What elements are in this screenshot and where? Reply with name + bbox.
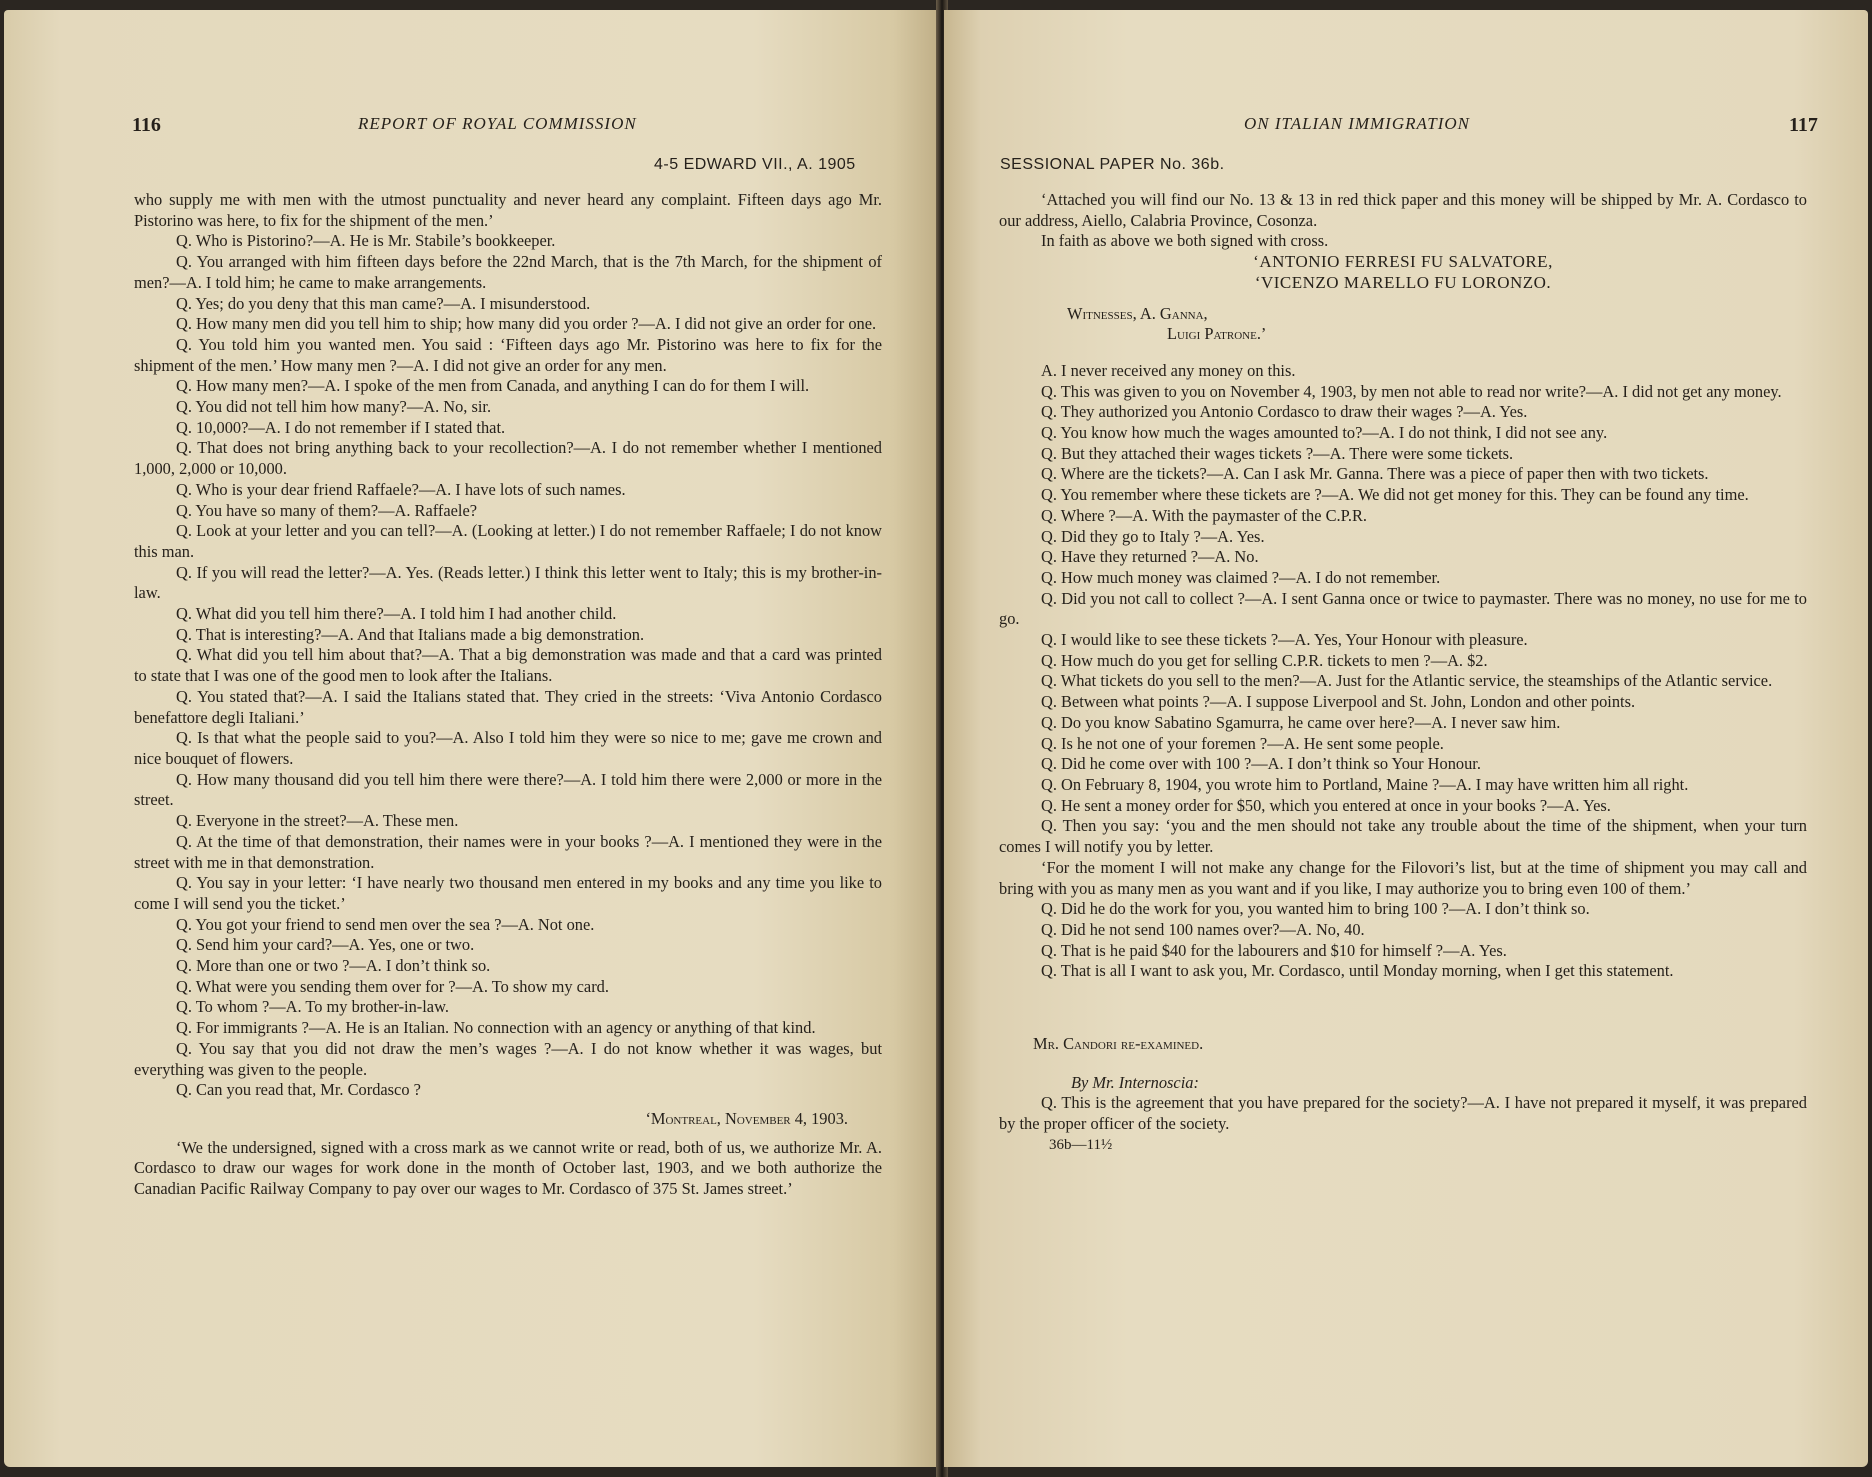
paragraph: Q. If you will read the letter?—A. Yes. (Reads letter.) I think this letter went to Italy; this is my brother-in-law.	[134, 562, 882, 603]
paragraph: Q. You stated that?—A. I said the Italians stated that. They cried in the streets: ‘Viva Antonio Cordasco benefattore degli Italiani.’	[134, 686, 882, 727]
right-page	[944, 10, 1868, 1467]
paragraph: Q. At the time of that demonstration, their names were in your books ?—A. I mentioned they were in the street with me in that demonstration.	[134, 831, 882, 872]
signatory: ‘ANTONIO FERRESI FU SALVATORE,	[1253, 252, 1553, 272]
paragraph: Q. That is he paid $40 for the labourers and $10 for himself ?—A. Yes.	[1041, 940, 1507, 960]
paragraph: A. I never received any money on this.	[1041, 360, 1296, 380]
paragraph: Q. What tickets do you sell to the men?—A. Just for the Atlantic service, the steamships of the Atlantic service.	[1041, 671, 1773, 691]
paragraph: Q. This is the agreement that you have prepared for the society?—A. I have not prepared it myself, it was prepared by the proper officer of the society.	[999, 1093, 1807, 1134]
paragraph: Q. Send him your card?—A. Yes, one or two.	[176, 935, 475, 955]
paragraph: Q. You say in your letter: ‘I have nearly two thousand men entered in my books and any time you like to come I will send you the ticket.’	[134, 873, 882, 913]
left-running-head: REPORT OF ROYAL COMMISSION	[358, 114, 637, 133]
paragraph: Q. Did he do the work for you, you wanted him to bring 100 ?—A. I don’t think so.	[1041, 899, 1590, 919]
paragraph: Q. Look at your letter and you can tell?—A. (Looking at letter.) I do not remember Raffaele; I do not know this man.	[134, 521, 882, 561]
paragraph: Q. I would like to see these tickets ?—A. Yes, Your Honour with pleasure.	[1041, 630, 1528, 650]
paragraph: Q. Did he not send 100 names over?—A. No, 40.	[1041, 919, 1365, 939]
paragraph: Q. You got your friend to send men over the sea ?—A. Not one.	[176, 914, 595, 934]
signatory: ‘VICENZO MARELLO FU LORONZO.	[1254, 272, 1552, 292]
right-running-head: ON ITALIAN IMMIGRATION	[1244, 114, 1470, 133]
paragraph: Q. You did not tell him how many?—A. No, sir.	[176, 397, 492, 417]
paragraph: Q. How many men did you tell him to ship; how many did you order ?—A. I did not give an order for one.	[176, 314, 877, 334]
left-page-number: 116	[132, 114, 161, 136]
paragraph: Q. Everyone in the street?—A. These men.	[176, 811, 459, 831]
letter-line: In faith as above we both signed with cross.	[1041, 231, 1329, 251]
witnesses: Luigi Patrone.’	[1167, 324, 1267, 344]
paragraph: Q. How many men?—A. I spoke of the men from Canada, and anything I can do for them I will.	[176, 376, 810, 396]
right-text-column	[999, 190, 1807, 1156]
paragraph: Q. What did you tell him there?—A. I told him I had another child.	[176, 604, 617, 624]
examiner-line: By Mr. Internoscia:	[1071, 1072, 1199, 1092]
left-session-label: 4-5 EDWARD VII., A. 1905	[654, 156, 856, 173]
paragraph: Q. You remember where these tickets are ?—A. We did not get money for this. They can be found any time.	[1041, 485, 1749, 505]
paragraph: Q. Where are the tickets?—A. Can I ask Mr. Ganna. There was a piece of paper then with two tickets.	[1041, 464, 1709, 484]
paragraph: Q. Where ?—A. With the paymaster of the C.P.R.	[1041, 505, 1368, 525]
paragraph: Q. You know how much the wages amounted to?—A. I do not think, I did not see any.	[1041, 423, 1608, 443]
paragraph: Q. Then you say: ‘you and the men should not take any trouble about the time of the shipment, when your turn comes I will notify you by letter.	[999, 816, 1807, 857]
paragraph: Q. This was given to you on November 4, 1903, by men not able to read nor write?—A. I did not get any money.	[1041, 381, 1782, 401]
paragraph: Q. That is all I want to ask you, Mr. Cordasco, until Monday morning, when I get this statement.	[1041, 961, 1674, 981]
paragraph: Q. You told him you wanted men. You said : ‘Fifteen days ago Mr. Pistorino was here to fix for the shipment of the men.’ How many men ?—A. I did not give an order for any men.	[134, 334, 882, 375]
paragraph: Q. You have so many of them?—A. Raffaele?	[176, 500, 478, 520]
paragraph: Q. That does not bring anything back to your recollection?—A. I do not remember whether I mentioned 1,000, 2,000 or 10,000.	[134, 438, 882, 479]
letter-dateline: ‘Montreal, November 4, 1903.	[645, 1108, 848, 1128]
paragraph: Q. 10,000?—A. I do not remember if I stated that.	[176, 417, 506, 437]
letter-paragraph: ‘We the undersigned, signed with a cross mark as we cannot write or read, both of us, we authorize Mr. A. Cordasco to draw our wages for work done in the month of October last, 1903, and we both authorize the Canadian Pacific Railway Company to pay over our wages to Mr. Cordasco of 375 St. James street.’	[134, 1137, 882, 1199]
paragraph: Q. Who is your dear friend Raffaele?—A. I have lots of such names.	[176, 479, 626, 499]
paragraph: Q. More than one or two ?—A. I don’t think so.	[176, 956, 491, 976]
paragraph: Q. How many thousand did you tell him there were there?—A. I told him there were 2,000 or more in the street.	[134, 769, 882, 810]
paragraph: Q. You arranged with him fifteen days before the 22nd March, that is the 7th March, for the shipment of men?—A. I told him; he came to make arrangements.	[134, 252, 882, 292]
paragraph: Q. Did they go to Italy ?—A. Yes.	[1041, 526, 1265, 546]
left-text-column	[134, 190, 882, 1200]
paragraph: Q. Did you not call to collect ?—A. I sent Ganna once or twice to paymaster. There was no money, no use for me to go.	[999, 588, 1807, 629]
paragraph: ‘For the moment I will not make any change for the Filovori’s list, but at the time of shipment you may call and bring with you as many men as you want and if you like, I may authorize you to bring even 100 of them.’	[999, 857, 1807, 898]
paragraph: Q. Did he come over with 100 ?—A. I don’t think so Your Honour.	[1041, 754, 1481, 774]
signature-mark: 36b—11½	[1049, 1136, 1113, 1153]
right-page-number: 117	[1789, 114, 1818, 136]
paragraph: Q. On February 8, 1904, you wrote him to Portland, Maine ?—A. I may have written him all right.	[1041, 774, 1689, 794]
paragraph: Q. Is he not one of your foremen ?—A. He sent some people.	[1041, 733, 1444, 753]
paragraph: Q. Who is Pistorino?—A. He is Mr. Stabile’s bookkeeper.	[176, 231, 556, 251]
paragraph: Q. He sent a money order for $50, which you entered at once in your books ?—A. Yes.	[1041, 795, 1611, 815]
right-session-label: SESSIONAL PAPER No. 36b.	[1000, 156, 1225, 173]
paragraph: Q. Is that what the people said to you?—A. Also I told him they were so nice to me; gave me crown and nice bouquet of flowers.	[134, 728, 882, 768]
paragraph: Q. You say that you did not draw the men’s wages ?—A. I do not know whether it was wages, but everything was given to the people.	[134, 1038, 882, 1079]
paragraph: Q. That is interesting?—A. And that Italians made a big demonstration.	[176, 624, 645, 644]
paragraph: Q. How much do you get for selling C.P.R. tickets to men ?—A. $2.	[1041, 650, 1488, 670]
left-page	[4, 10, 940, 1467]
witnesses: Witnesses, A. Ganna,	[1067, 303, 1208, 323]
paragraph: Q. Have they returned ?—A. No.	[1041, 547, 1259, 567]
paragraph: Q. Do you know Sabatino Sgamurra, he came over here?—A. I never saw him.	[1041, 712, 1561, 732]
paragraph: Q. To whom ?—A. To my brother-in-law.	[176, 997, 449, 1017]
paragraph: Q. But they attached their wages tickets ?—A. There were some tickets.	[1041, 443, 1514, 463]
witness-heading: Mr. Candori re-examined.	[1033, 1034, 1204, 1054]
paragraph: Q. Between what points ?—A. I suppose Liverpool and St. John, London and other points.	[1041, 692, 1636, 712]
paragraph: Q. What were you sending them over for ?—A. To show my card.	[176, 976, 609, 996]
paragraph: Q. What did you tell him about that?—A. That a big demonstration was made and that a card was printed to state that I was one of the good men to look after the Italians.	[134, 645, 882, 686]
paragraph: Q. How much money was claimed ?—A. I do not remember.	[1041, 567, 1441, 587]
paragraph: who supply me with men with the utmost punctuality and never heard any complaint. Fifteen days ago Mr. Pistorino was here, to fix for the shipment of the men.’	[134, 190, 882, 230]
paragraph: Q. Can you read that, Mr. Cordasco ?	[176, 1080, 421, 1100]
paragraph: Q. For immigrants ?—A. He is an Italian. No connection with an agency or anything of that kind.	[176, 1018, 816, 1038]
paragraph: Q. Yes; do you deny that this man came?—A. I misunderstood.	[176, 293, 591, 313]
letter-paragraph: ‘Attached you will find our No. 13 & 13 in red thick paper and this money will be shipped by Mr. A. Cordasco to our address, Aiello, Calabria Province, Cosonza.	[999, 190, 1807, 230]
paragraph: Q. They authorized you Antonio Cordasco to draw their wages ?—A. Yes.	[1041, 402, 1528, 422]
